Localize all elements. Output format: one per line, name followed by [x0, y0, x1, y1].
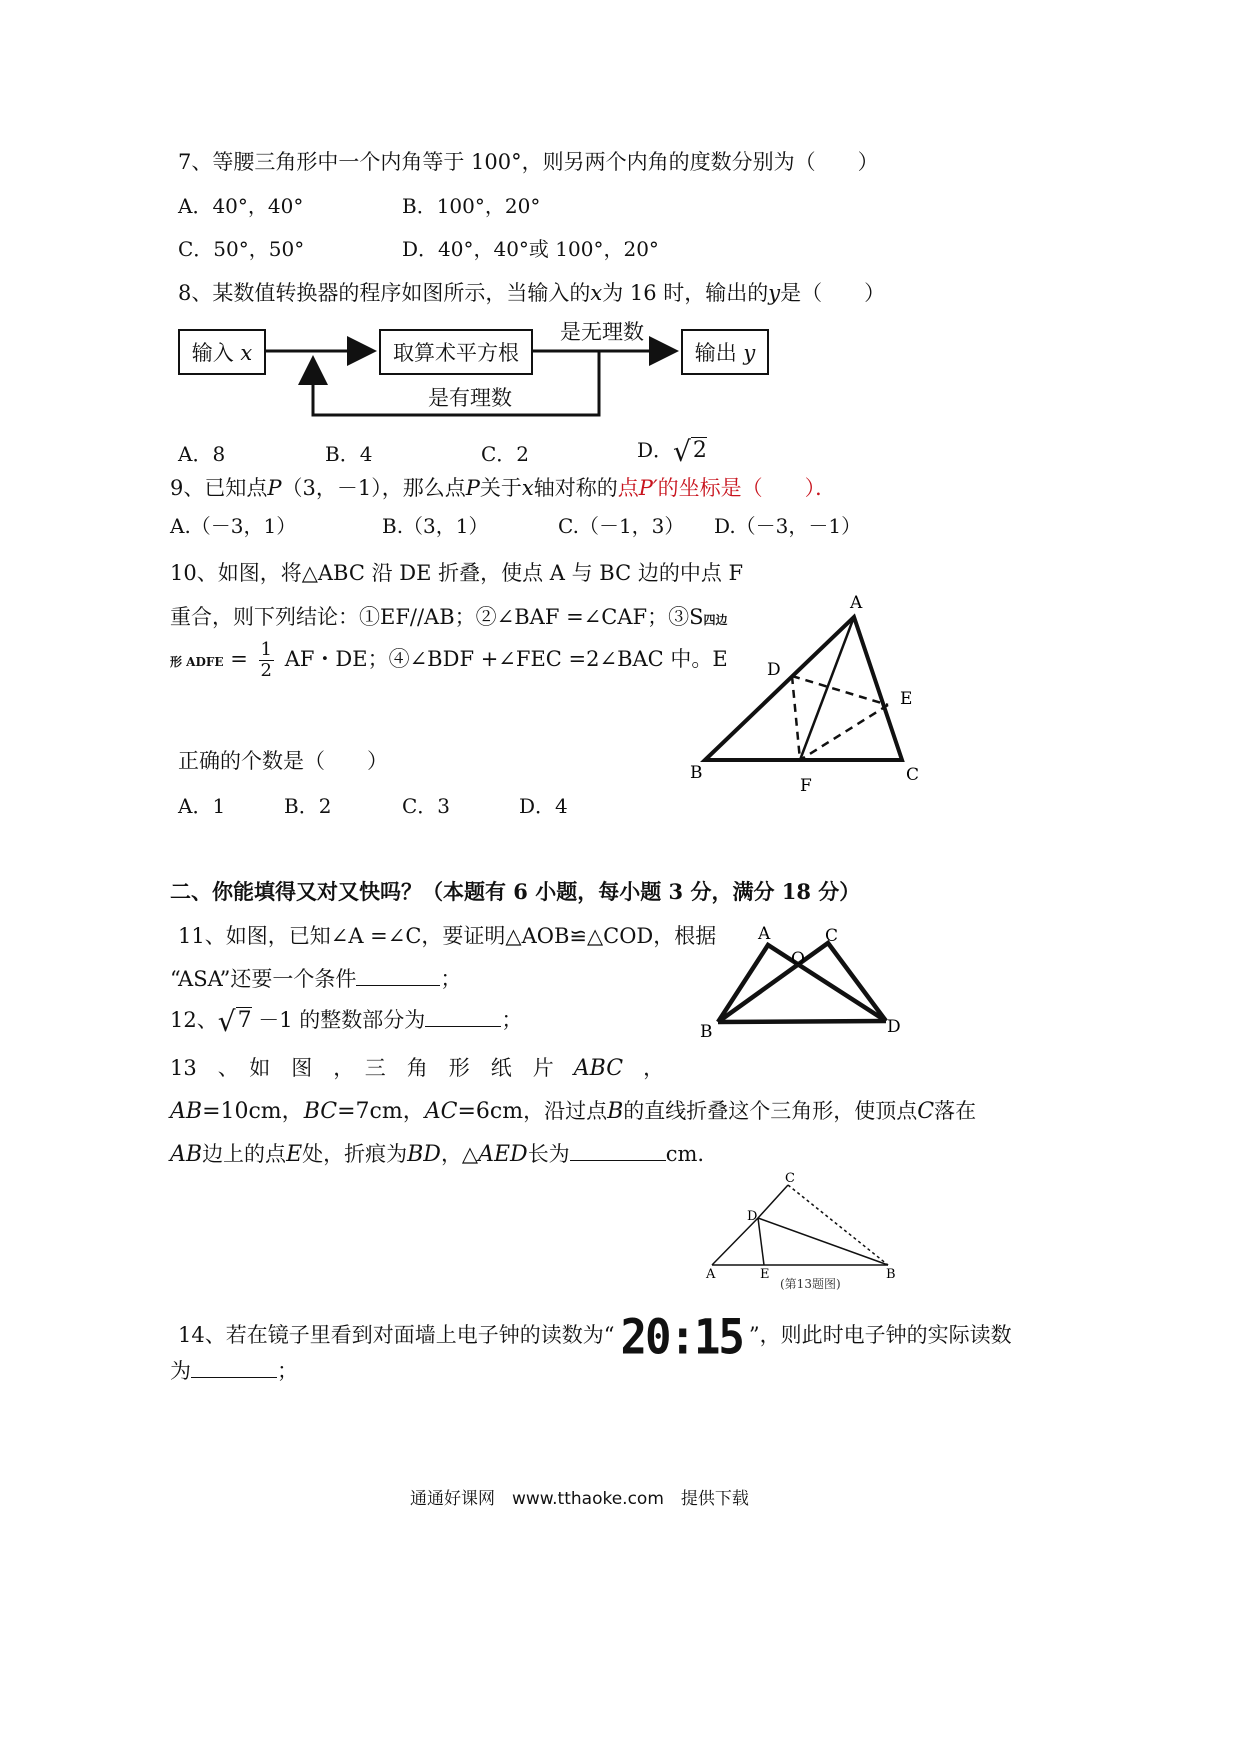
q10-option-a: A．1	[178, 794, 226, 818]
label-f: F	[800, 776, 812, 796]
label-b: B	[700, 1022, 713, 1042]
label-e: E	[900, 689, 913, 709]
q10-option-c: C．3	[402, 794, 451, 818]
q8-option-c: C．2	[481, 442, 530, 466]
label-d: D	[767, 660, 781, 680]
label-e: E	[760, 1267, 770, 1282]
segment-bd	[718, 1021, 886, 1022]
mirrored-clock-display: 20:15	[620, 1309, 743, 1366]
q14-line2: 为 ；	[170, 1359, 298, 1383]
label-b: B	[690, 763, 703, 783]
q9-option-b: B.（3，1）	[382, 514, 489, 538]
q10-option-d: D．4	[519, 794, 568, 818]
flow-process-box: 取算术平方根	[379, 329, 533, 375]
segment-af	[800, 617, 854, 760]
sqrt-symbol: √7	[217, 1005, 252, 1038]
q12-answer-blank[interactable]	[425, 1006, 501, 1027]
sqrt-symbol: √2	[673, 435, 707, 468]
q10-option-b: B．2	[284, 794, 332, 818]
q13-line3: AB边上的点E处，折痕为BD，△AED长为 cm.	[170, 1142, 705, 1167]
q7-stem: 7、等腰三角形中一个内角等于 100°，则另两个内角的度数分别为（ ）	[178, 150, 879, 174]
q11-line2: “ASA”还要一个条件 ；	[170, 967, 462, 991]
q11-answer-blank[interactable]	[356, 965, 440, 986]
flow-label-rational: 是有理数	[428, 386, 512, 410]
label-o: O	[791, 949, 805, 969]
q9-option-d: D.（－3，－1）	[714, 514, 862, 538]
label-d: D	[747, 1209, 758, 1224]
q7-option-d: D．40°，40°或 100°，20°	[402, 237, 659, 261]
q14-line1: 14、若在镜子里看到对面墙上电子钟的读数为“ 20:15 ”，则此时电子钟的实际读数	[178, 1309, 1012, 1366]
label-c: C	[825, 926, 839, 946]
q13-answer-blank[interactable]	[570, 1140, 666, 1161]
q10-line3: 形 ADFE = $\frac{1}{2}$ AF・DE；④∠BDF +∠FEC =2∠BAC 中。E	[170, 639, 728, 681]
q10-line2: 重合，则下列结论：①EF//AB；②∠BAF =∠CAF；③S四边	[170, 605, 728, 629]
label-a: A	[850, 593, 863, 613]
fraction-one-half: $\frac{1}{2}$	[260, 639, 272, 681]
flow-input-box: 输入 x	[178, 329, 266, 375]
label-a: A	[758, 924, 771, 944]
flow-label-irrational: 是无理数	[560, 320, 644, 344]
q7-option-c: C．50°，50°	[178, 237, 305, 261]
q10-triangle-figure	[680, 588, 940, 803]
flow-output-box: 输出 y	[681, 329, 769, 375]
figure-caption: (第13题图)	[780, 1277, 841, 1290]
segment-ef	[800, 705, 888, 760]
q7-option-a: A．40°，40°	[178, 194, 304, 218]
q9-stem: 9、已知点P（3，－1），那么点P关于x轴对称的点P′的坐标是（ ）．	[170, 476, 837, 500]
q8-option-d: D．√2	[637, 435, 707, 468]
segment-de	[758, 1218, 764, 1265]
q10-line1: 10、如图，将△ABC 沿 DE 折叠，使点 A 与 BC 边的中点 F	[170, 561, 744, 585]
triangle-abc	[705, 617, 902, 760]
q8-option-a: A．8	[178, 442, 226, 466]
q8-option-b: B．4	[325, 442, 373, 466]
segment-bc-dashed	[788, 1185, 888, 1265]
page-footer: 通通好课网 www.tthaoke.com 提供下载	[410, 1489, 749, 1509]
q10-line4: 正确的个数是（ ）	[178, 749, 388, 773]
q7-option-b: B．100°，20°	[402, 194, 541, 218]
label-c: C	[785, 1171, 795, 1186]
label-c: C	[906, 765, 920, 785]
q8-stem: 8、某数值转换器的程序如图所示，当输入的x为 16 时，输出的y是（ ）	[178, 281, 886, 305]
q11-line1: 11、如图，已知∠A =∠C，要证明△AOB≌△COD，根据	[178, 924, 717, 948]
q13-line2: AB=10cm，BC=7cm，AC=6cm，沿过点B的直线折叠这个三角形，使顶点C落在	[170, 1099, 977, 1124]
section2-heading: 二、你能填得又对又快吗？（本题有 6 小题，每小题 3 分，满分 18 分）	[170, 879, 861, 904]
q12-line: 12、√7 －1 的整数部分为 ；	[170, 1005, 523, 1038]
q13-line1: 13 、 如 图 ， 三 角 形 纸 片 ABC ，	[170, 1056, 665, 1081]
q13-figure	[700, 1170, 910, 1290]
label-a: A	[706, 1267, 716, 1282]
q9-option-c: C.（－1，3）	[558, 514, 685, 538]
fold-line-bd	[758, 1218, 888, 1265]
q11-figure	[690, 920, 920, 1045]
label-b: B	[886, 1267, 896, 1282]
q14-answer-blank[interactable]	[191, 1357, 277, 1378]
q9-option-a: A.（－3，1）	[170, 514, 297, 538]
label-d: D	[887, 1017, 901, 1037]
segment-df	[792, 676, 800, 760]
